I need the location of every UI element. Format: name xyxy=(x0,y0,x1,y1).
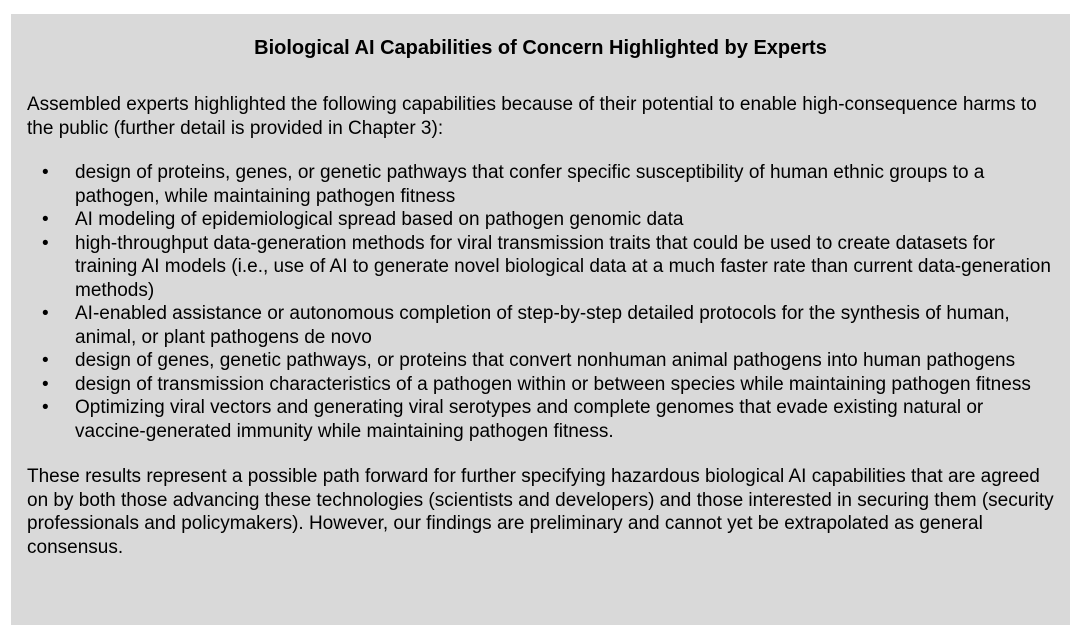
callout-box xyxy=(11,14,1070,625)
list-item-text: Optimizing viral vectors and generating viral serotypes and complete genomes that evade existing natural or vaccine-generated immunity while maintaining pathogen fitness. xyxy=(75,397,984,442)
bullet-icon: • xyxy=(42,373,49,395)
list-item xyxy=(27,161,1054,208)
intro-paragraph: Assembled experts highlighted the following capabilities because of their potential to enable high-consequence harms to the public (further detail is provided in Chapter 3): xyxy=(27,94,1037,139)
bullet-icon: • xyxy=(42,303,49,324)
bullet-icon: • xyxy=(42,232,49,254)
list-item-text: AI-enabled assistance or autonomous completion of step-by-step detailed protocols for the synthesis of human, animal, or plant pathogens de novo xyxy=(75,303,1010,348)
conclusion-paragraph: These results represent a possible path forward for further specifying hazardous biological AI capabilities that are agreed on by both those advancing these technologies (scientists and developers) and those interested in securing them (security professionals and policymakers). However, our findings are preliminary and cannot yet be extrapolated as general consensus. xyxy=(27,466,1054,558)
bullet-icon: • xyxy=(42,397,49,418)
list-item-text: high-throughput data-generation methods for viral transmission traits that could be used to create datasets for training AI models (i.e., use of AI to generate novel biological data at a much faster rate than current data-generation methods) xyxy=(75,232,1051,301)
list-item-text: design of proteins, genes, or genetic pathways that confer specific susceptibility of human ethnic groups to a pathogen, while maintaining pathogen fitness xyxy=(75,162,985,207)
list-item-text: design of transmission characteristics of a pathogen within or between species while maintaining pathogen fitness xyxy=(75,373,1031,395)
list-item xyxy=(27,349,1054,373)
capabilities-list xyxy=(27,161,1054,443)
list-item xyxy=(27,232,1054,303)
list-item xyxy=(27,396,1054,443)
bullet-icon: • xyxy=(42,162,49,183)
list-item xyxy=(27,302,1054,349)
bullet-icon: • xyxy=(42,209,49,230)
list-item xyxy=(27,373,1054,397)
bullet-icon: • xyxy=(42,350,49,371)
list-item xyxy=(27,208,1054,232)
box-title: Biological AI Capabilities of Concern Highlighted by Experts xyxy=(254,37,827,59)
list-item-text: design of genes, genetic pathways, or proteins that convert nonhuman animal pathogens into human pathogens xyxy=(75,350,1016,371)
list-item-text: AI modeling of epidemiological spread based on pathogen genomic data xyxy=(75,209,684,230)
